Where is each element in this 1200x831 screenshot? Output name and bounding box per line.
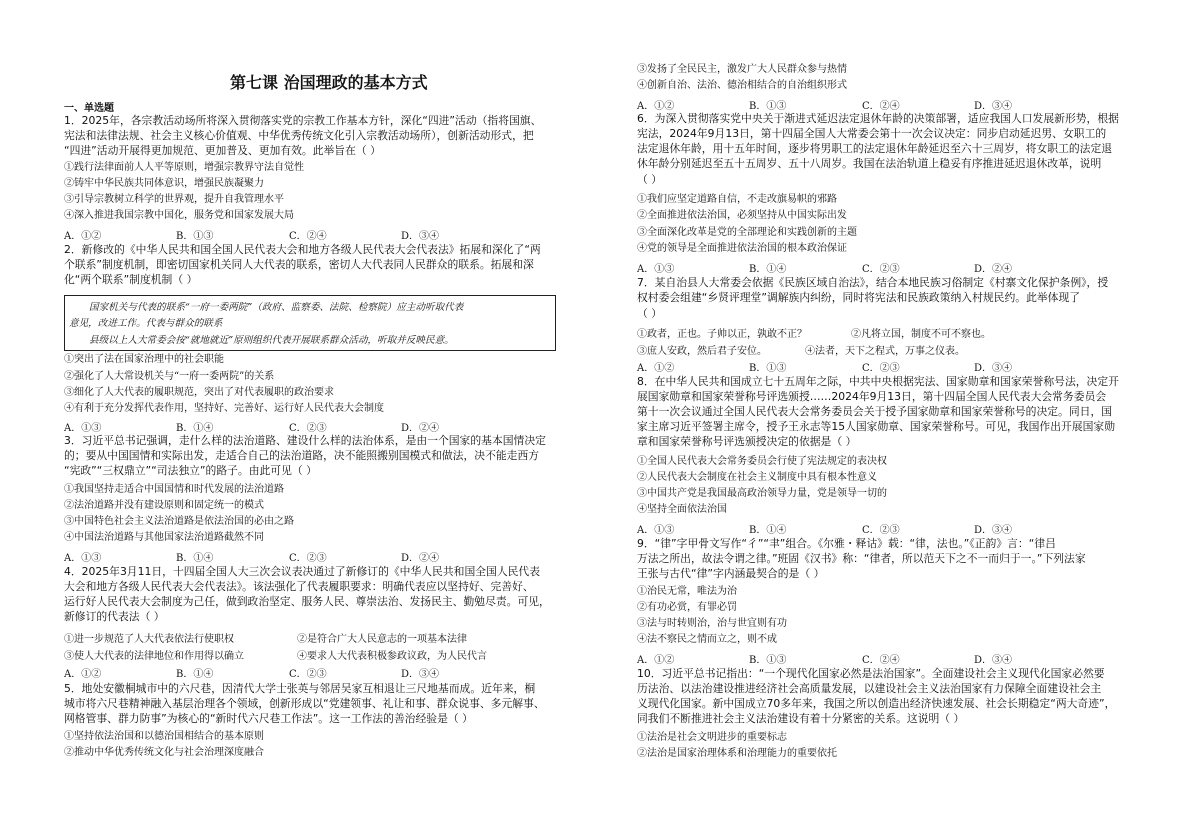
answer-b[interactable]: B．①④ — [176, 553, 214, 564]
q1-option: ①践行法律面前人人平等原则，增强宗教界守法自觉性 — [64, 162, 304, 173]
q8-option: ②人民代表大会制度在社会主义制度中具有根本性意义 — [637, 472, 877, 483]
q5-option: ③发扬了全民民主，激发广大人民群众参与热情 — [637, 64, 847, 75]
answer-d[interactable]: D．③④ — [401, 231, 440, 242]
q1-stem-line: 宪法和法律法规、社会主义核心价值观、中华优秀传统文化引入宗教活动场所），创新活动形式，把 — [64, 129, 534, 142]
q2-option: ④有利于充分发挥代表作用，坚持好、完善好、运行好人民代表大会制度 — [64, 403, 384, 414]
q4-option: ③使人大代表的法律地位和作用得以确立 — [64, 651, 244, 662]
q9-stem-line: 9．“律”字甲骨文写作“彳”“聿”组合。《尔雅・释诂》载：“律，法也。”《正韵》言：“律吕 — [637, 537, 1056, 550]
answer-c[interactable]: C．②③ — [289, 423, 327, 434]
q3-stem-line: 3．习近平总书记强调，走什么样的法治道路、建设什么样的法治体系，是由一个国家的基本国情决定 — [64, 434, 546, 447]
q4-stem-line: 4．2025年3月11日，十四届全国人大三次会议表决通过了新修订的《中华人民共和国全国人民代表 — [64, 565, 541, 578]
q7-option: ①政者，正也。子帅以正，孰敢不正？ — [637, 329, 807, 340]
q8-stem-line: 章和国家荣誉称号评选颁授决定的依据是（ ） — [637, 435, 857, 448]
q8-option: ①全国人民代表大会常务委员会行使了宪法规定的表决权 — [637, 456, 887, 467]
q6-stem-line: 6．为深入贯彻落实党中央关于渐进式延迟法定退休年龄的决策部署，适应我国人口发展新形势，根据 — [637, 112, 1119, 125]
q6-stem-line: 休年龄分别延迟至五十五周岁、五十八周岁。我国在法治轨道上稳妥有序推进延迟退休改革，说明 — [637, 157, 1102, 170]
q7-stem-line: 权村委会组建“乡贤评理堂”调解族内纠纷，同时将宪法和民族政策纳入村规民约。此举体现了 — [637, 291, 1081, 304]
q5-option: ①坚持依法治国和以德治国相结合的基本原则 — [64, 731, 264, 742]
answer-a[interactable]: A．①③ — [64, 553, 102, 564]
q9-stem-line: 万法之所出，故法令谓之律。”班固《汉书》称：“律者，所以范天下之不一而归于一。”下列法家 — [637, 552, 1086, 565]
q7-stem-line: （ ） — [637, 307, 663, 320]
q5-option: ④创新自治、法治、德治相结合的自治组织形式 — [637, 80, 847, 91]
q10-stem-line: 义现代化国家。新中国成立70多年来，我国之所以创造出经济快速发展、社会长期稳定“两大奇迹”， — [637, 697, 1116, 710]
q2-option: ①突出了法在国家治理中的社会职能 — [64, 354, 224, 365]
q10-stem-line: 10．习近平总书记指出：“一个现代化国家必然是法治国家”。全面建设社会主义现代化国家必然要 — [637, 667, 1105, 680]
q3-option: ②法治道路并没有建设原则和固定统一的模式 — [64, 500, 264, 511]
answer-c[interactable]: C．②④ — [862, 655, 900, 666]
answer-d[interactable]: D．②④ — [401, 423, 440, 434]
answer-a[interactable]: A．①② — [637, 363, 675, 374]
q1-stem-line: “四进”活动开展得更加规范、更加普及、更加有效。此举旨在（ ） — [64, 144, 381, 157]
answer-b[interactable]: B．①③ — [749, 101, 787, 112]
q8-option: ④坚持全面依法治国 — [637, 504, 727, 515]
q1-stem-line: 1．2025年，各宗教活动场所将深入贯彻落实党的宗教工作基本方针，深化“四进”活动（指将国旗、 — [64, 114, 542, 127]
q4-option: ④要求人大代表积极参政议政，为人民代言 — [297, 651, 487, 662]
answer-c[interactable]: C．②③ — [862, 264, 900, 275]
q1-option: ④深入推进我国宗教中国化，服务党和国家发展大局 — [64, 210, 294, 221]
answer-c[interactable]: C．②④ — [289, 231, 327, 242]
q8-stem-line: 展国家勋章和国家荣誉称号评选颁授……2024年9月13日，第十四届全国人民代表大会常务委员会 — [637, 390, 1107, 403]
answer-d[interactable]: D．③④ — [974, 363, 1013, 374]
worksheet-title: 第七课 治国理政的基本方式 — [230, 73, 428, 92]
q8-option: ③中国共产党是我国最高政治领导力量，党是领导一切的 — [637, 488, 887, 499]
answer-b[interactable]: B．①④ — [749, 264, 787, 275]
q8-stem-line: 第十一次会议通过全国人民代表大会常务委员会关于授予国家勋章和国家荣誉称号的决定。同日，国 — [637, 405, 1113, 418]
q6-option: ②全面推进依法治国，必须坚持从中国实际出发 — [637, 210, 847, 221]
q4-stem-line: 新修订的代表法（ ） — [64, 610, 165, 623]
answer-d[interactable]: D．③④ — [974, 101, 1013, 112]
q7-option: ②凡将立国，制度不可不察也。 — [851, 329, 991, 340]
q2-box-line: 国家机关与代表的联系“一府一委两院”（政府、监察委、法院、检察院）应主动听取代表 — [89, 302, 464, 313]
q9-option: ③法与时转则治，治与世宜则有功 — [637, 618, 787, 629]
answer-c[interactable]: C．②③ — [289, 553, 327, 564]
answer-b[interactable]: B．①④ — [176, 669, 214, 680]
q3-option: ①我国坚持走适合中国国情和时代发展的法治道路 — [64, 484, 284, 495]
q3-stem-line: “宪政”“三权鼎立”“司法独立”的路子。由此可见（ ） — [64, 464, 317, 477]
q5-stem-line: 网格管事、群力防事”为核心的“新时代六尺巷工作法”。这一工作法的善治经验是（ ） — [64, 712, 473, 725]
q4-stem-line: 大会和地方各级人民代表大会代表法》。该法强化了代表履职要求：明确代表应以坚持好、完善好、 — [64, 580, 534, 593]
q8-stem-line: 家主席习近平签署主席令，授予王永志等15人国家勋章、国家荣誉称号。可见，我国作出开展国家勋 — [637, 420, 1116, 433]
answer-b[interactable]: B．①④ — [176, 423, 214, 434]
q8-stem-line: 8．在中华人民共和国成立七十五周年之际，中共中央根据宪法、国家勋章和国家荣誉称号法，决定开 — [637, 375, 1119, 388]
q9-option: ①治民无常，唯法为治 — [637, 586, 737, 597]
q1-option: ③引导宗教树立科学的世界观，提升自我管理水平 — [64, 194, 284, 205]
q1-option: ②铸牢中华民族共同体意识，增强民族凝聚力 — [64, 178, 264, 189]
answer-d[interactable]: D．③④ — [401, 669, 440, 680]
q9-option: ②有功必赏，有罪必罚 — [637, 602, 737, 613]
q3-option: ③中国特色社会主义法治道路是依法治国的必由之路 — [64, 516, 294, 527]
q2-stem-line: 2．新修改的《中华人民共和国全国人民代表大会和地方各级人民代表大会代表法》拓展和深化了“两 — [64, 243, 541, 256]
q6-stem-line: 宪法，2024年9月13日，第十四届全国人大常委会第十一次会议决定：同步启动延迟男、女职工的 — [637, 127, 1107, 140]
q10-option: ①法治是社会文明进步的重要标志 — [637, 732, 787, 743]
answer-a[interactable]: A．①② — [637, 655, 675, 666]
q5-stem-line: 城市将六尺巷精神融入基层治理各个领域，创新形成以“党建领事、礼让和事、群众说事、多元解事、 — [64, 697, 545, 710]
q9-stem-line: 王张与古代“律”字内涵最契合的是（ ） — [637, 567, 825, 580]
answer-a[interactable]: A．①② — [637, 101, 675, 112]
answer-b[interactable]: B．①③ — [176, 231, 214, 242]
q10-option: ②法治是国家治理体系和治理能力的重要依托 — [637, 748, 837, 759]
q4-option: ①进一步规范了人大代表依法行使职权 — [64, 634, 234, 645]
q6-stem-line: 法定退休年龄，用十五年时间，逐步将男职工的法定退休年龄延迟至六十三周岁，将女职工的法定退 — [637, 142, 1113, 155]
q7-option: ③庶人安政，然后君子安位。 — [637, 346, 767, 357]
q2-box-line: 县级以上人大常委会按“就地就近”原则组织代表开展联系群众活动，听取并反映民意。 — [89, 335, 454, 346]
q2-stem-line: 个联系”制度机制，即密切国家机关同人大代表的联系，密切人大代表同人民群众的联系。拓展和深 — [64, 258, 534, 271]
q6-stem-line: （ ） — [637, 173, 663, 186]
answer-a[interactable]: A．①② — [64, 231, 102, 242]
q3-option: ④中国法治道路与其他国家法治道路截然不同 — [64, 532, 264, 543]
q5-option: ②推动中华优秀传统文化与社会治理深度融合 — [64, 747, 264, 758]
q3-stem-line: 的；要从中国国情和实际出发，走适合自己的法治道路，决不能照搬别国模式和做法，决不能走西方 — [64, 449, 540, 462]
answer-a[interactable]: A．①③ — [637, 525, 675, 536]
answer-b[interactable]: B．①④ — [749, 525, 787, 536]
q2-option: ③细化了人大代表的履职规范，突出了对代表履职的政治要求 — [64, 387, 334, 398]
q4-stem-line: 运行好人民代表大会制度为己任，做到政治坚定、服务人民、尊崇法治、发扬民主、勤勉尽责。可见， — [64, 595, 550, 608]
answer-c[interactable]: C．②③ — [862, 525, 900, 536]
answer-b[interactable]: B．①③ — [749, 363, 787, 374]
answer-d[interactable]: D．③④ — [974, 525, 1013, 536]
q9-option: ④法不察民之情而立之，则不成 — [637, 634, 777, 645]
q2-info-box — [64, 295, 556, 351]
q10-stem-line: 历法治、以法治建设推进经济社会高质量发展，以建设社会主义法治国家有力保障全面建设社会主 — [637, 682, 1102, 695]
answer-d[interactable]: D．②④ — [401, 553, 440, 564]
q7-stem-line: 7．某自治县人大常委会依据《民族区域自治法》，结合本地民族习俗制定《村寨文化保护条例》，授 — [637, 276, 1109, 289]
answer-d[interactable]: D．③④ — [974, 655, 1013, 666]
q6-option: ③全面深化改革是党的全部理论和实践创新的主题 — [637, 227, 857, 238]
answer-a[interactable]: A．①③ — [64, 423, 102, 434]
q2-box-line: 意见，改进工作。代表与群众的联系 — [69, 318, 223, 329]
answer-c[interactable]: C．②③ — [862, 363, 900, 374]
answer-a[interactable]: A．①③ — [637, 264, 675, 275]
answer-d[interactable]: D．②④ — [974, 264, 1013, 275]
answer-b[interactable]: B．①③ — [749, 655, 787, 666]
section-heading: 一、单选题 — [64, 103, 114, 114]
answer-a[interactable]: A．①② — [64, 669, 102, 680]
q7-option: ④法者，天下之程式，万事之仪表。 — [805, 346, 965, 357]
answer-c[interactable]: C．②③ — [289, 669, 327, 680]
q6-option: ④党的领导是全面推进依法治国的根本政治保证 — [637, 243, 847, 254]
q2-stem-line: 化“两个联系”制度机制（ ） — [64, 273, 198, 286]
q4-option: ②是符合广大人民意志的一项基本法律 — [297, 634, 467, 645]
q5-stem-line: 5．地处安徽桐城市中的六尺巷，因清代大学士张英与邻居吴家互相退让三尺地基而成。近年来，桐 — [64, 682, 536, 695]
q2-option: ②强化了人大常设机关与“一府一委两院”的关系 — [64, 371, 275, 382]
answer-c[interactable]: C．②④ — [862, 101, 900, 112]
q10-stem-line: 同我们不断推进社会主义法治建设有着十分紧密的关系。这说明（ ） — [637, 712, 965, 725]
q6-option: ①我们应坚定道路自信，不走改旗易帜的邪路 — [637, 194, 837, 205]
